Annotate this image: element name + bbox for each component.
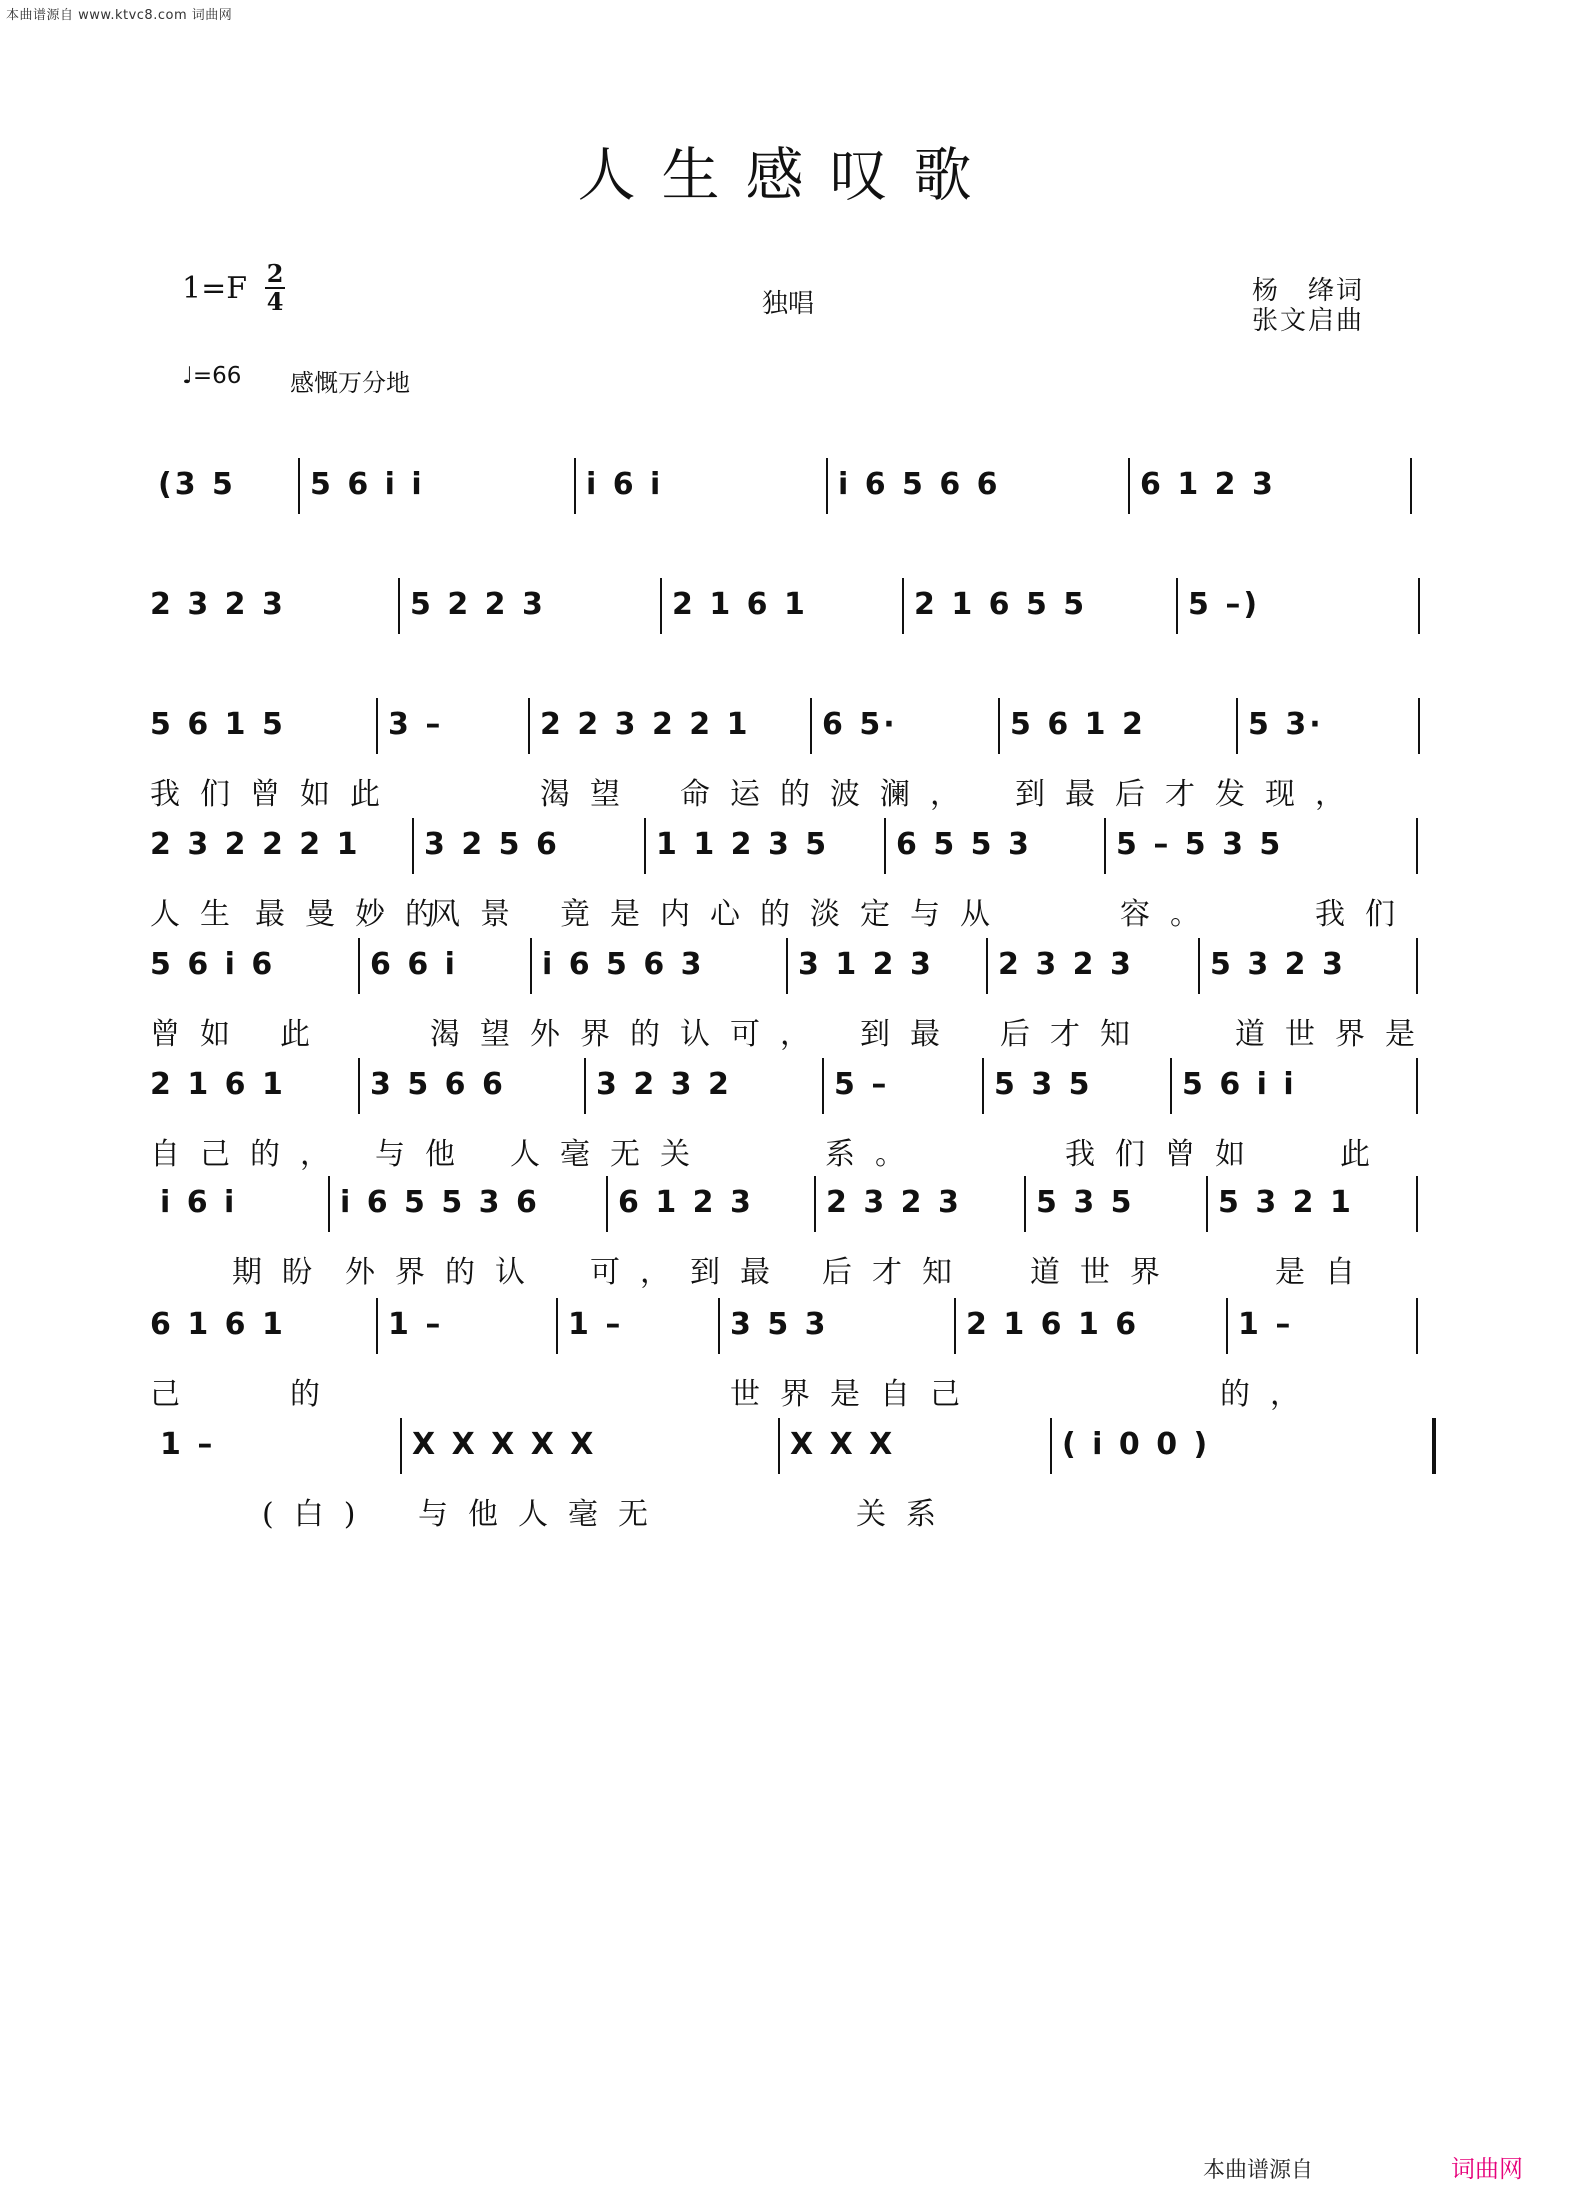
barline: [982, 1058, 984, 1114]
barline: [1416, 1298, 1418, 1354]
lyric-text: 渴望: [540, 777, 640, 812]
barline: [814, 1176, 816, 1232]
lyric-text: 与他: [375, 1137, 475, 1172]
barline: [786, 938, 788, 994]
measure: 6 1 6 1: [150, 1307, 286, 1342]
barline: [826, 458, 828, 514]
barline: [398, 578, 400, 634]
measure: 5 3 5: [994, 1067, 1093, 1102]
top-source-note: 本曲谱源自 www.ktvc8.com 词曲网: [6, 8, 233, 23]
measure: 3 5 6 6: [370, 1067, 506, 1102]
measure: 2 2 3 2 2 1: [540, 707, 751, 742]
composer-credit: 张文启曲: [1252, 306, 1365, 336]
barline: [1024, 1176, 1026, 1232]
barline: [328, 1176, 330, 1232]
tempo-marking: ♩=66: [182, 363, 242, 389]
measure: 5 6 i i: [1182, 1067, 1297, 1102]
time-denominator: 4: [266, 287, 284, 316]
lyricist-credit: 杨 绛词: [1252, 276, 1365, 306]
measure: 1 –: [160, 1427, 216, 1462]
expression-marking: 感慨万分地: [290, 369, 410, 397]
measure: 2 3 2 3: [826, 1185, 962, 1220]
measure: 1 1 2 3 5: [656, 827, 830, 862]
lyric-text: 到最: [690, 1255, 790, 1290]
lyric-text: 的，: [1220, 1377, 1320, 1412]
measure: i 6 i: [586, 467, 664, 502]
barline: [1416, 1176, 1418, 1232]
barline: [884, 818, 886, 874]
measure: 6 1 2 3: [1140, 467, 1276, 502]
lyric-text: 最曼妙的: [255, 897, 455, 932]
measure: 3 2 5 6: [424, 827, 560, 862]
barline: [1236, 698, 1238, 754]
barline: [528, 698, 530, 754]
measure: 3 –: [388, 707, 444, 742]
measure: i 6 5 6 3: [542, 947, 705, 982]
measure: 5 6 i 6: [150, 947, 276, 982]
key-signature: [182, 259, 285, 316]
lyric-text: 渴望外界的认可，: [430, 1017, 830, 1052]
barline: [986, 938, 988, 994]
barline: [530, 938, 532, 994]
measure: X X X X X: [412, 1427, 597, 1462]
lyric-text: 后才知: [1000, 1017, 1150, 1052]
measure: 2 1 6 1: [672, 587, 808, 622]
lyric-text: 到最后才发现，: [1015, 777, 1365, 812]
barline: [660, 578, 662, 634]
measure: 5 –): [1188, 587, 1261, 622]
barline: [998, 698, 1000, 754]
barline: [606, 1176, 608, 1232]
lyric-text: 世界是自己: [730, 1377, 980, 1412]
barline: [1418, 578, 1420, 634]
lyric-text: 人生: [150, 897, 250, 932]
barline: [1198, 938, 1200, 994]
lyric-text: 系。: [825, 1137, 925, 1172]
measure: 2 3 2 2 2 1: [150, 827, 361, 862]
measure: 1 –: [1238, 1307, 1294, 1342]
lyric-text: 容。: [1120, 897, 1220, 932]
time-numerator: 2: [266, 259, 284, 288]
performance-type: 独唱: [762, 289, 815, 319]
measure: 6 6 i: [370, 947, 458, 982]
footer-source-text: 本曲谱源自: [1202, 2158, 1313, 2183]
measure: 5 –: [834, 1067, 890, 1102]
lyric-text: 是自: [1275, 1255, 1375, 1290]
measure: i 6 5 6 6: [838, 467, 1001, 502]
lyric-text: 外界的认: [345, 1255, 545, 1290]
lyric-text: 后才知: [822, 1255, 972, 1290]
measure: X X X: [790, 1427, 896, 1462]
barline: [1416, 1058, 1418, 1114]
lyric-text: 我们: [1315, 897, 1415, 932]
barline: [1410, 458, 1412, 514]
measure: 2 3 2 3: [998, 947, 1134, 982]
barline: [1206, 1176, 1208, 1232]
barline: [1416, 818, 1418, 874]
barline: [1128, 458, 1130, 514]
measure: 2 1 6 5 5: [914, 587, 1088, 622]
measure: 2 1 6 1: [150, 1067, 286, 1102]
barline: [1416, 938, 1418, 994]
measure: 1 –: [388, 1307, 444, 1342]
lyric-text: 此: [280, 1017, 330, 1052]
barline: [298, 458, 300, 514]
lyric-text: 自己的，: [150, 1137, 350, 1172]
measure: 5 6 1 5: [150, 707, 286, 742]
measure: 1 –: [568, 1307, 624, 1342]
barline: [584, 1058, 586, 1114]
measure: 5 3 2 3: [1210, 947, 1346, 982]
footer-site-name: 词曲网: [1451, 2155, 1523, 2183]
measure: 5 6 1 2: [1010, 707, 1146, 742]
barline: [1176, 578, 1178, 634]
barline: [644, 818, 646, 874]
lyric-text: 竟是内心的淡定与从: [560, 897, 1010, 932]
barline: [556, 1298, 558, 1354]
lyric-text: 我们曾如此: [150, 777, 400, 812]
measure: 5 – 5 3 5: [1116, 827, 1284, 862]
lyric-text: 到最: [860, 1017, 960, 1052]
song-title: 人生感叹歌: [577, 141, 998, 209]
barline: [778, 1418, 780, 1474]
barline: [902, 578, 904, 634]
barline: [1050, 1418, 1052, 1474]
barline: [1432, 1418, 1436, 1474]
lyric-text: 命运的波澜，: [680, 777, 980, 812]
measure: i 6 i: [160, 1185, 238, 1220]
barline: [358, 1058, 360, 1114]
measure: 3 2 3 2: [596, 1067, 732, 1102]
lyric-text: 道世界是: [1235, 1017, 1435, 1052]
barline: [822, 1058, 824, 1114]
measure: 5 6 i i: [310, 467, 425, 502]
measure: 2 1 6 1 6: [966, 1307, 1140, 1342]
lyric-text: 风景: [430, 897, 530, 932]
measure: 2 3 2 3: [150, 587, 286, 622]
barline: [376, 698, 378, 754]
barline: [376, 1298, 378, 1354]
measure: ( i 0 0 ): [1062, 1427, 1211, 1462]
lyric-text: (白): [262, 1497, 376, 1532]
measure: 5 3 5: [1036, 1185, 1135, 1220]
lyric-text: 关系: [856, 1497, 956, 1532]
barline: [1226, 1298, 1228, 1354]
measure: 6 5·: [822, 707, 898, 742]
lyric-text: 己: [150, 1377, 200, 1412]
barline: [718, 1298, 720, 1354]
barline: [1170, 1058, 1172, 1114]
lyric-text: 可，: [590, 1255, 690, 1290]
barline: [1104, 818, 1106, 874]
measure: 6 1 2 3: [618, 1185, 754, 1220]
barline: [412, 818, 414, 874]
measure: 3 1 2 3: [798, 947, 934, 982]
measure: 5 3 2 1: [1218, 1185, 1354, 1220]
lyric-text: 我们曾如: [1065, 1137, 1265, 1172]
measure: 5 3·: [1248, 707, 1324, 742]
score-line: [0, 1410, 1575, 1560]
time-signature: [265, 259, 285, 316]
lyric-text: 期盼: [232, 1255, 332, 1290]
lyric-text: 的: [290, 1377, 340, 1412]
measure: (3 5: [158, 467, 236, 502]
lyric-text: 道世界: [1030, 1255, 1180, 1290]
barline: [400, 1418, 402, 1474]
measure: 6 5 5 3: [896, 827, 1032, 862]
lyric-text: 曾如: [150, 1017, 250, 1052]
barline: [810, 698, 812, 754]
measure: 5 2 2 3: [410, 587, 546, 622]
lyric-text: 此: [1340, 1137, 1390, 1172]
barline: [1418, 698, 1420, 754]
lyric-text: 人毫无关: [510, 1137, 710, 1172]
measure: 3 5 3: [730, 1307, 829, 1342]
measure: i 6 5 5 3 6: [340, 1185, 540, 1220]
barline: [574, 458, 576, 514]
lyric-text: 与他人毫无: [418, 1497, 668, 1532]
barline: [954, 1298, 956, 1354]
key-label: 1=F: [182, 270, 248, 306]
barline: [358, 938, 360, 994]
